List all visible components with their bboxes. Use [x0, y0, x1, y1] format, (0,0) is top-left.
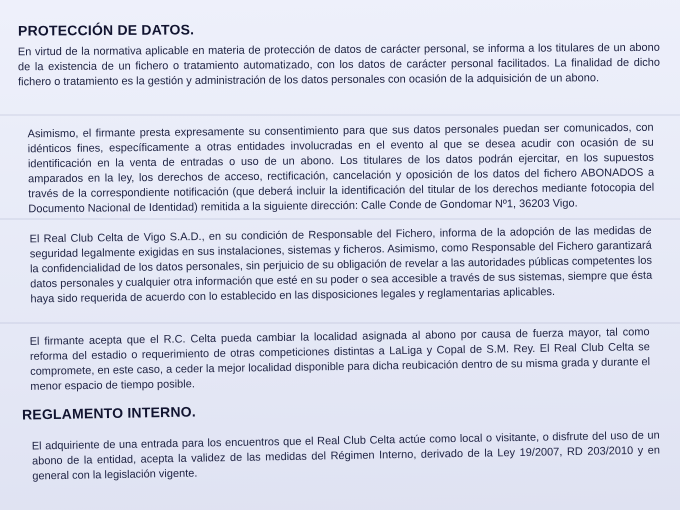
paper-fold — [0, 218, 680, 220]
paragraph-seat-relocation: El firmante acepta que el R.C. Celta pueda cambiar la localidad asignada al abono por causa de fuerza mayor, tal como reforma del estadio o requerimiento de otras competiciones distintas a LaLiga y Copal de S.M. Rey. El Real Club Celta se compromete, en este caso, a ceder la mejor localidad disponible para dicha reubicación dentro de su misma grada y durante el menor espacio de tiempo posible. — [29, 326, 651, 393]
paragraph-consent: Asimismo, el firmante presta expresamente su consentimiento para que sus datos personales puedan ser comunicados, con idénticos fines, específicamente a otras entidades involucradas en el evento al que se desea acudir con ocasión de su identificación en la venta de entradas o uso de un abono. Los titulares de los datos podrán ejercitar, en los supuestos amparados en la ley, los derechos de acceso, rectificación, cancelación y oposición de los datos del fichero ABONADOS a través de la correspondiente notificación (que deberá incluir la identificación del titular de los derechos mediante fotocopia del Documento Nacional de Identidad) remitida a la siguiente dirección: Calle Conde de Gondomar Nº1, 36203 Vigo. — [27, 121, 655, 216]
paragraph-security-measures: El Real Club Celta de Vigo S.A.D., en su condición de Responsable del Fichero, informa de la adopción de las medidas de seguridad legalmente exigidas en sus instalaciones, sistemas y ficheros. Asimismo, como Responsable del Fichero garantizará la confidencialidad de los datos personales, sin perjuicio de su obligación de revelar a las autoridades públicas competentes los datos personales y cualquier otra información que esté en su poder o sea accesible a través de sus sistemas, siempre que ésta haya sido requerida de acuerdo con lo establecido en las disposiciones legales y reglamentarias aplicables. — [29, 224, 653, 306]
section-heading-data-protection: PROTECCIÓN DE DATOS. — [17, 21, 195, 39]
paper-fold — [0, 114, 680, 116]
paper-fold — [0, 322, 680, 324]
paragraph-data-protection-notice: En virtud de la normativa aplicable en materia de protección de datos de carácter personal, se informa a los titulares de un abono de la existencia de un fichero o tratamiento automatizado, con los datos de carácter personal facilitados. La finalidad de dicho fichero o tratamiento es la gestión y administración de los datos personales con ocasión de la adquisición de un abono. — [17, 41, 661, 89]
section-heading-internal-rules: REGLAMENTO INTERNO. — [21, 403, 197, 423]
paragraph-internal-rules: El adquiriente de una entrada para los encuentros que el Real Club Celta actúe como local o visitante, o disfrute del uso de un abono de la entidad, acepta la validez de las medidas del Régimen Interno, derivado de la Ley 19/2007, RD 203/2010 y en general con la legislación vigente. — [31, 429, 661, 483]
